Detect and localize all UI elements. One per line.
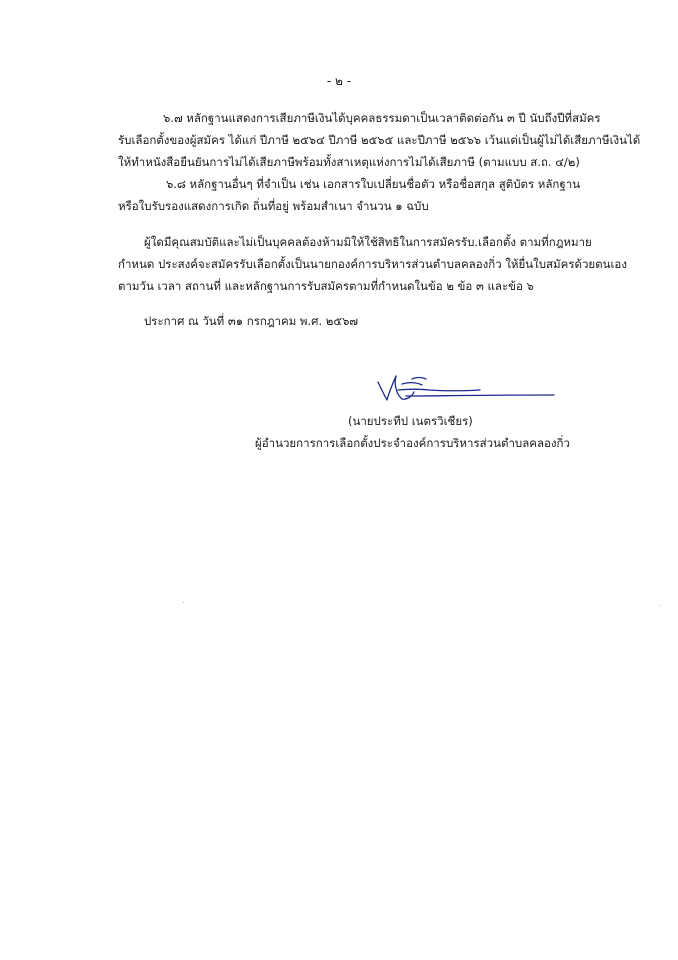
scan-speck [183,602,184,603]
scan-speck [660,605,661,606]
paragraph-line-2: กำหนด ประสงค์จะสมัครรับเลือกตั้งเป็นนายกองค์การบริหารส่วนตำบลคลองกิ่ว ให้ยื่นใบสมัครด้วยตนเอง [118,257,627,271]
item-6-8-line-1: ๖.๘ หลักฐานอื่นๆ ที่จำเป็น เช่น เอกสารใบเปลี่ยนชื่อตัว หรือชื่อสกุล สูติบัตร หลักฐาน [166,177,581,191]
signatory-name: (นายประทีป เนตรวิเชียร) [348,414,473,428]
page-number: - ๒ - [326,74,352,88]
item-6-7-line-3: ให้ทำหนังสือยืนยันการไม่ได้เสียภาษีพร้อมทั้งสาเหตุแห่งการไม่ได้เสียภาษี (ตามแบบ ส.ถ. ๔/๒) [118,155,580,169]
signatory-title: ผู้อำนวยการการเลือกตั้งประจำองค์การบริหารส่วนตำบลคลองกิ่ว [255,436,570,450]
item-6-8-line-2: หรือใบรับรองแสดงการเกิด ถิ่นที่อยู่ พร้อมสำเนา จำนวน ๑ ฉบับ [118,199,429,213]
item-6-7-line-2: รับเลือกตั้งของผู้สมัคร ได้แก่ ปีภาษี ๒๕๖๔ ปีภาษี ๒๕๖๕ และปีภาษี ๒๕๖๖ เว้นแต่เป็นผู้ไม่ได้เสียภาษีเงินได้ [118,133,641,147]
item-6-7-line-1: ๖.๗ หลักฐานแสดงการเสียภาษีเงินได้บุคคลธรรมดาเป็นเวลาติดต่อกัน ๓ ปี นับถึงปีที่สมัคร [163,111,601,125]
signature-image [372,370,558,410]
announcement-date: ประกาศ ณ วันที่ ๓๑ กรกฎาคม พ.ศ. ๒๕๖๗ [144,314,359,328]
paragraph-line-1: ผู้ใดมีคุณสมบัติและไม่เป็นบุคคลต้องห้ามมิให้ใช้สิทธิในการสมัครรับ.เลือกตั้ง ตามที่กฎหมาย [144,235,592,249]
paragraph-line-3: ตามวัน เวลา สถานที่ และหลักฐานการรับสมัครตามที่กำหนดในข้อ ๒ ข้อ ๓ และข้อ ๖ [118,279,534,293]
